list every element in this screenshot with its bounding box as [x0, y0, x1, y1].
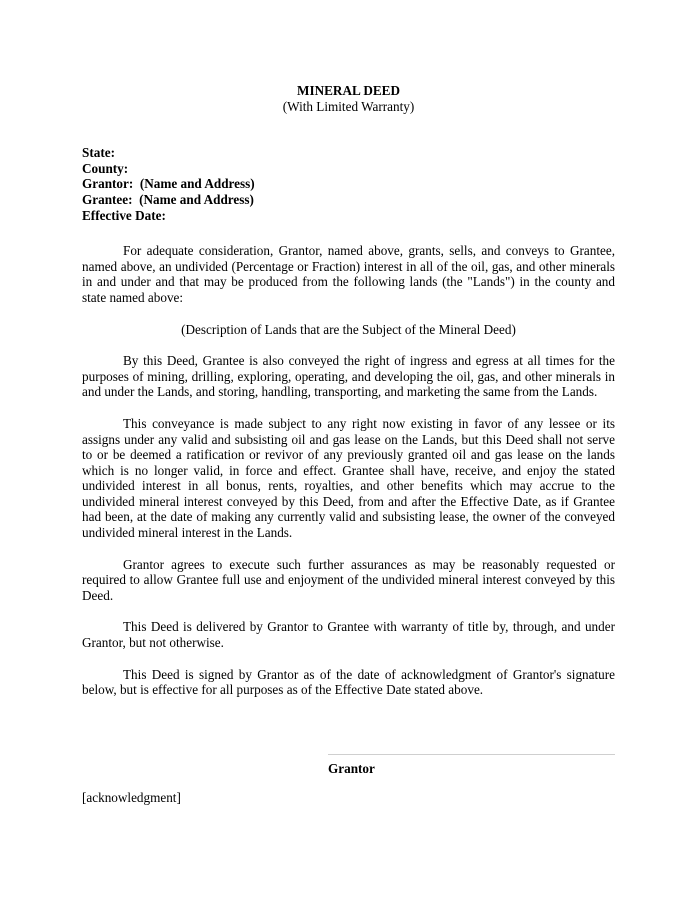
warranty-paragraph: This Deed is delivered by Grantor to Grantee with warranty of title by, through, and under Grantor, but not otherwise. [82, 619, 615, 651]
effective-date-field: Effective Date: [82, 207, 166, 223]
existing-lease-paragraph: This conveyance is made subject to any right now existing in favor of any lessee or its assigns under any valid and subsisting oil and gas lease on the Lands, but this Deed shall not serve to or be deemed a ratification or revivor of any previously granted oil and gas lease on the lands which is no longer valid, in force and effect. Grantee shall have, receive, and enjoy the stated undivided interest in all bonus, rents, royalties, and other benefits which may accrue to the undivided mineral interest conveyed by this Deed, from and after the Effective Date, as if Grantee had been, at the date of making any currently valid and subsisting lease, the owner of the conveyed undivided mineral interest in the Lands. [82, 415, 615, 541]
signature-line[interactable] [328, 754, 615, 755]
effective-signing-paragraph: This Deed is signed by Grantor as of the date of acknowledgment of Grantor's signature below, but is effective for all purposes as of the Effective Date stated above. [82, 666, 615, 698]
document-title: MINERAL DEED [297, 83, 400, 98]
document-page [82, 83, 615, 805]
ingress-egress-paragraph: By this Deed, Grantee is also conveyed the right of ingress and egress at all times for the purposes of mining, drilling, exploring, operating, and developing the oil, gas, and other minerals in and under the Lands, and storing, handling, transporting, and marketing the same from the Lands. [82, 353, 615, 400]
state-field: State: [82, 145, 115, 161]
acknowledgment-placeholder: [acknowledgment] [82, 790, 181, 805]
document-subtitle: (With Limited Warranty) [282, 98, 415, 114]
land-description: (Description of Lands that are the Subject of the Mineral Deed) [181, 321, 516, 337]
signature-label: Grantor [328, 761, 375, 776]
grantor-field: Grantor: (Name and Address) [82, 176, 255, 192]
conveyance-paragraph: For adequate consideration, Grantor, named above, grants, sells, and conveys to Grantee, named above, an undivided (Percentage or Fraction) interest in all of the oil, gas, and other minerals in and under and that may be produced from the following lands (the "Lands") in the county and state named above: [82, 243, 615, 305]
header-fields [82, 145, 615, 223]
grantee-field: Grantee: (Name and Address) [82, 191, 254, 207]
signature-block [328, 754, 615, 777]
county-field: County: [82, 160, 129, 176]
further-assurances-paragraph: Grantor agrees to execute such further assurances as may be reasonably requested or required to allow Grantee full use and enjoyment of the undivided mineral interest conveyed by this Deed. [82, 556, 615, 603]
